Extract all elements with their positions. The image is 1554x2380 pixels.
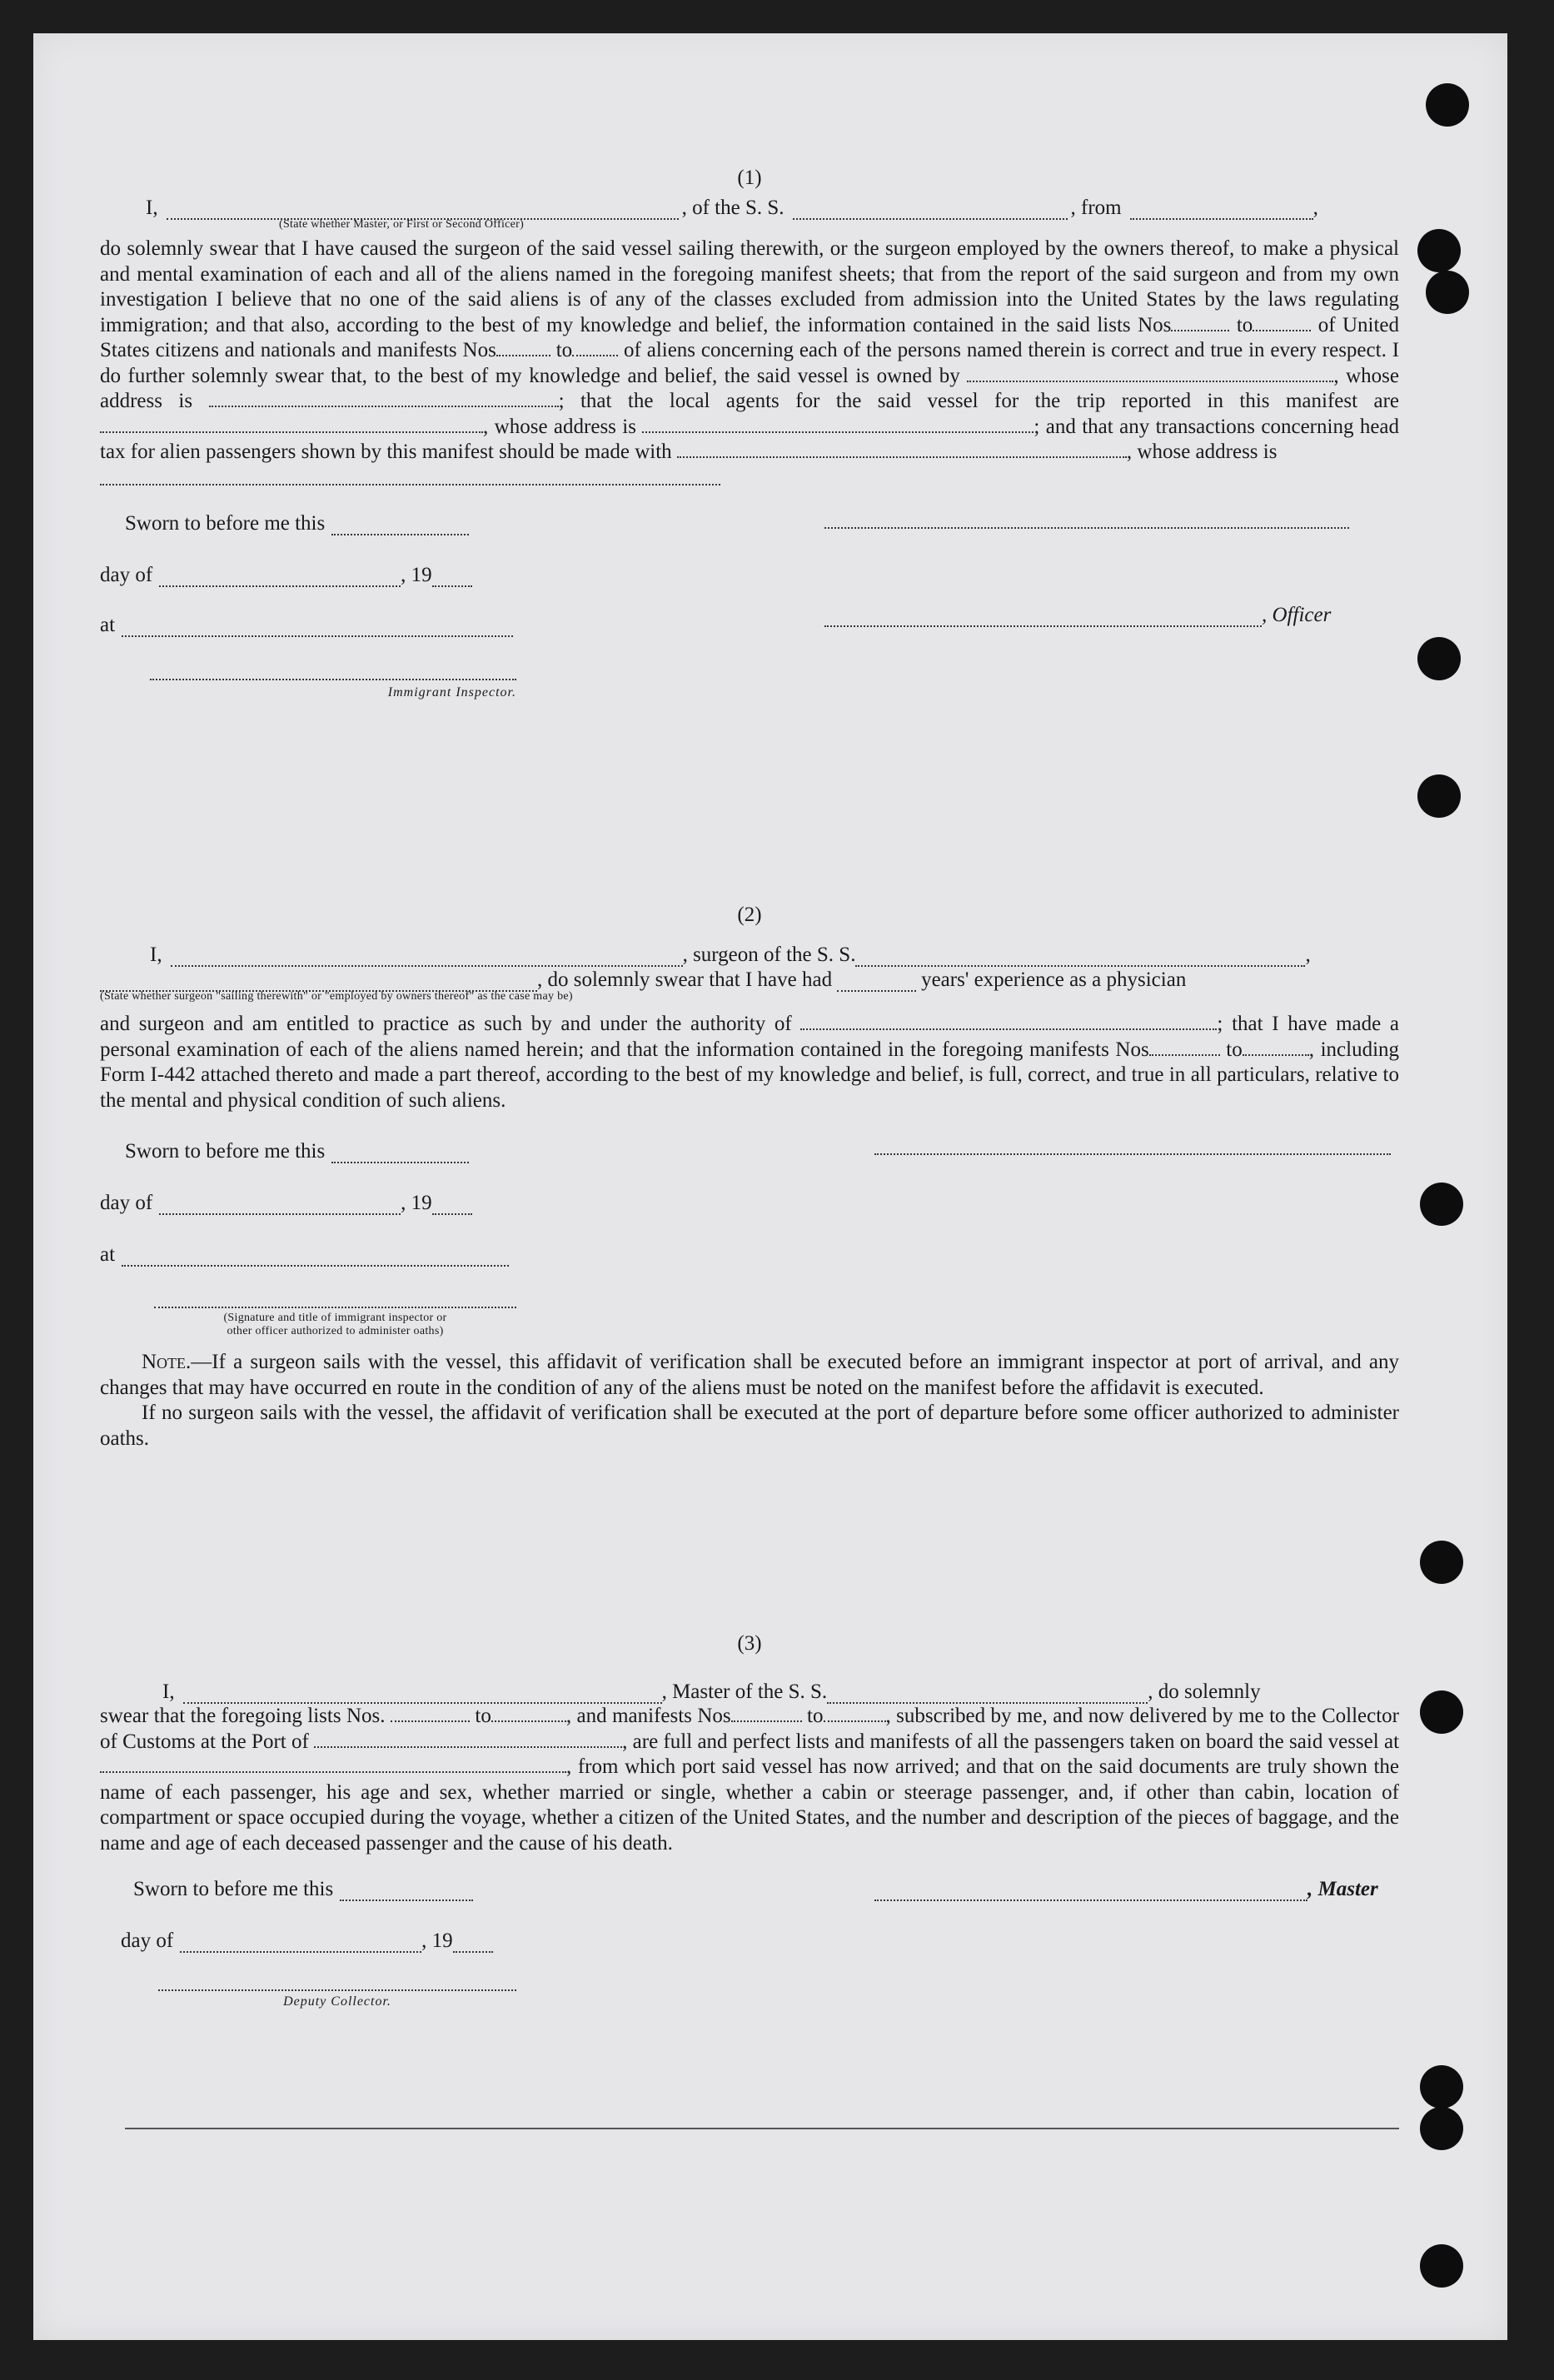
- manifests-from-field[interactable]: [496, 338, 550, 356]
- punch-hole: [1420, 1183, 1463, 1226]
- day-of-label: day of: [100, 1192, 153, 1214]
- oath-text: and surgeon and am entitled to practice as such by and under the authority of: [100, 1013, 792, 1035]
- year-prefix: , 19: [401, 1192, 432, 1214]
- sworn-row: [133, 1878, 473, 1901]
- punch-hole: [1420, 1690, 1463, 1734]
- comma: ,: [483, 415, 489, 438]
- section-2-signatures: [100, 1132, 1399, 1348]
- oath-text: manifests of all the passengers taken on board the said vessel at: [869, 1730, 1400, 1753]
- years-field[interactable]: [837, 973, 916, 992]
- oath-text: of United States citizens and nationals and manifests Nos: [100, 313, 1400, 361]
- surgeon-signature-field[interactable]: [874, 1133, 1391, 1155]
- sworn-row: [125, 512, 469, 535]
- oath-text: , including Form I-442 attached thereto and made a part thereof, according to the best of my knowledge and belief, is full, correct, and true in all particulars, relative to the mental and physical condition of such aliens.: [100, 1038, 1400, 1112]
- semicolon: ;: [1217, 1013, 1223, 1035]
- punch-hole: [1420, 2107, 1463, 2150]
- agents-field[interactable]: [100, 415, 483, 433]
- section-3-line-1: [162, 1680, 1399, 1704]
- surgeon-name-field[interactable]: [171, 949, 683, 967]
- at-row: [100, 1243, 509, 1267]
- officer-row: [824, 604, 1331, 627]
- i-label: I,: [146, 197, 158, 219]
- surgeon-type-field[interactable]: [100, 973, 537, 992]
- from-label: , from: [1070, 197, 1122, 219]
- oath-paragraph-1: [100, 237, 1399, 466]
- section-2: [100, 904, 1399, 1451]
- day-of-label: day of: [121, 1929, 174, 1952]
- owner-field[interactable]: [967, 364, 1333, 382]
- oath-text: delivered by me to the Collector of Customs at the Port of: [100, 1705, 1399, 1753]
- i-label: I,: [150, 944, 162, 966]
- manifests-to-field[interactable]: [572, 338, 618, 356]
- from-port-field[interactable]: [1130, 202, 1313, 220]
- manifests-to-field[interactable]: [824, 1704, 886, 1722]
- collector-signature-field[interactable]: [158, 1969, 516, 1991]
- note-text: If no surgeon sails with the vessel, the affidavit of verification shall be executed at the port of departure before some officer authorized to administer oaths.: [100, 1402, 1399, 1450]
- semicolon: ;: [558, 390, 565, 412]
- day-row: [100, 564, 472, 587]
- section-1-line-1: [146, 197, 1399, 220]
- sworn-day-field[interactable]: [340, 1883, 473, 1901]
- port-field[interactable]: [314, 1730, 622, 1748]
- oath-text: , do solemnly swear that I have had: [537, 968, 833, 991]
- at-place-field[interactable]: [122, 619, 513, 637]
- to-label: to: [1226, 1038, 1243, 1061]
- officer-rank-caption: (State whether Master, or First or Second Officer): [279, 218, 525, 231]
- comma: ,: [1305, 944, 1311, 966]
- administrator-caption-2: other officer authorized to administer oaths): [227, 1325, 444, 1337]
- departure-port-field[interactable]: [100, 1755, 566, 1773]
- master-label: , Master of the S. S.: [661, 1680, 828, 1703]
- lists-to-field[interactable]: [1253, 313, 1311, 331]
- section-number: (3): [737, 1632, 762, 1655]
- oath-text: of aliens concerning each of the persons named therein is correct and true in every respect. I do further solemnly swear that, to the best of my knowledge and belief, the said vessel is owned by: [100, 339, 1400, 387]
- authority-field[interactable]: [800, 1012, 1217, 1030]
- punch-hole: [1426, 271, 1469, 314]
- at-place-field[interactable]: [122, 1248, 509, 1267]
- address-label: whose address is: [494, 415, 636, 438]
- master-signature-field[interactable]: [874, 1883, 1307, 1901]
- note-paragraph: [100, 1350, 1399, 1401]
- oath-text: , do solemnly: [1148, 1680, 1261, 1703]
- section-number: (2): [737, 904, 762, 926]
- master-name-field[interactable]: [183, 1685, 662, 1704]
- oath-text: swear that the foregoing lists Nos.: [100, 1705, 386, 1727]
- month-field[interactable]: [159, 569, 401, 587]
- oath-text: port said vessel has now arrived; and that on the said documents are truly shown the name of each passenger, his age and sex, whether married or single, whether a cabin or steerage passenger, and, if other than cabin, location of compartment or space occupied during the voyage, whether a citizen of the United States, and the number and description of the pieces of baggage, and the name and age of each deceased passenger and the cause of his death.: [100, 1755, 1399, 1855]
- section-2-line-2: [100, 968, 1399, 992]
- month-field[interactable]: [159, 1197, 401, 1215]
- inspector-signature-field[interactable]: [150, 659, 516, 680]
- oath-text: ; and that any transactions concerning head tax for alien passengers shown by this manifest should be made with: [100, 415, 1400, 463]
- oath-text: , from which: [566, 1755, 676, 1778]
- lists-to-field[interactable]: [491, 1704, 566, 1722]
- to-label: to: [1236, 313, 1253, 336]
- year-field[interactable]: [432, 1197, 472, 1215]
- manifests-from-field[interactable]: [1149, 1038, 1220, 1056]
- owner-address-field[interactable]: [209, 389, 559, 407]
- to-label: to: [475, 1705, 491, 1727]
- officer-title-field[interactable]: [824, 609, 1262, 627]
- oath-text: , are full and perfect lists and: [622, 1730, 865, 1753]
- year-prefix: , 19: [401, 563, 432, 586]
- collector-caption: Deputy Collector.: [283, 1994, 391, 2009]
- ship-label: , of the S. S.: [681, 197, 784, 219]
- sworn-label: Sworn to before me this: [133, 1878, 334, 1900]
- sworn-label: Sworn to before me this: [125, 1140, 326, 1163]
- sworn-label: Sworn to before me this: [125, 511, 326, 535]
- note-paragraph-2: [100, 1401, 1399, 1451]
- master-sig-label: , Master: [1307, 1878, 1378, 1900]
- comma: ,: [1312, 197, 1318, 219]
- officer-label: , Officer: [1262, 603, 1332, 626]
- to-label: to: [555, 339, 573, 361]
- sworn-day-field[interactable]: [331, 1145, 469, 1163]
- at-row: [100, 614, 513, 637]
- at-label: at: [100, 1243, 116, 1266]
- section-1-signatures: [100, 504, 1399, 720]
- officer-signature-field[interactable]: [824, 507, 1349, 529]
- administrator-caption-1: (Signature and title of immigrant inspector or: [223, 1312, 447, 1324]
- punch-hole: [1426, 83, 1469, 127]
- year-prefix: , 19: [421, 1929, 453, 1952]
- sworn-row: [125, 1140, 469, 1163]
- note-label: Note.: [142, 1351, 192, 1373]
- section-2-line-1: [150, 944, 1399, 967]
- address-label: , whose address is: [1126, 441, 1278, 463]
- oath-text: , and manifests Nos: [565, 1705, 731, 1727]
- oath-text: that I have made a personal examination of each of the aliens named herein; and that the information contained in the foregoing manifests Nos: [100, 1013, 1400, 1061]
- head-tax-address-field[interactable]: [100, 467, 720, 485]
- manifests-from-field[interactable]: [731, 1704, 802, 1722]
- ship-name-field[interactable]: [855, 949, 1305, 967]
- punch-hole: [1417, 229, 1461, 272]
- sworn-day-field[interactable]: [331, 517, 469, 535]
- note-text: —If a surgeon sails with the vessel, this affidavit of verification shall be executed before an immigrant inspector at port of arrival, and any changes that may have occurred en route in the condition of any of the aliens must be noted on the manifest before the affidavit is executed.: [100, 1351, 1399, 1399]
- punch-hole: [1417, 774, 1461, 818]
- surgeon-type-caption: (State whether surgeon "sailing therewith" or "employed by owners thereof" as the case may be): [100, 990, 573, 1003]
- oath-text: that the local agents for the said vessel for the trip reported in this manifest are: [580, 390, 1400, 412]
- punch-hole: [1420, 1541, 1463, 1584]
- punch-hole: [1420, 2244, 1463, 2288]
- punch-hole: [1417, 637, 1461, 680]
- lists-from-field[interactable]: [391, 1704, 470, 1722]
- agents-address-field[interactable]: [642, 415, 1034, 433]
- section-1: [100, 167, 1399, 720]
- day-row: [100, 1192, 472, 1215]
- to-label: to: [807, 1705, 824, 1727]
- manifests-to-field[interactable]: [1243, 1038, 1309, 1056]
- oath-text: do solemnly swear that I have caused the surgeon of the said vessel sailing therewith, or the surgeon employed by the owners thereof, to make a physical and mental examination of each and all of the aliens named in the foregoing manifest sheets; that from the report of the said surgeon and from my own investigation I believe that no one of the said aliens is of any of the classes excluded from admission into the United States by the laws regulating immigration; and that also, according to the best of my knowledge and belief, the information contained in the said lists Nos: [100, 237, 1399, 336]
- oath-paragraph-2: [100, 1012, 1399, 1113]
- inspector-caption: Immigrant Inspector.: [387, 685, 516, 700]
- day-of-label: day of: [100, 563, 153, 586]
- year-field[interactable]: [453, 1934, 493, 1953]
- section-3-signatures: [100, 1870, 1399, 2036]
- year-field[interactable]: [432, 569, 472, 587]
- officer-name-field[interactable]: [167, 202, 679, 220]
- section-number: (1): [737, 167, 762, 189]
- punch-hole: [1420, 2065, 1463, 2109]
- i-label: I,: [162, 1680, 175, 1703]
- administrator-signature-field[interactable]: [154, 1287, 516, 1308]
- ship-name-field[interactable]: [827, 1685, 1148, 1704]
- section-3: [100, 1632, 1399, 2036]
- oath-paragraph-3: [100, 1704, 1399, 1856]
- month-field[interactable]: [180, 1934, 421, 1953]
- day-row: [121, 1929, 493, 1953]
- address-label: , whose address is: [100, 364, 1399, 412]
- head-tax-contact-field[interactable]: [677, 440, 1127, 458]
- form-sheet: [33, 33, 1507, 2340]
- oath-text: years' experience as a physician: [921, 968, 1187, 991]
- oath-text: , subscribed by me, and now: [885, 1705, 1124, 1727]
- master-row: [874, 1878, 1378, 1901]
- at-label: at: [100, 613, 116, 636]
- lists-from-field[interactable]: [1171, 313, 1229, 331]
- surgeon-label: , surgeon of the S. S.: [682, 944, 856, 966]
- ship-name-field[interactable]: [793, 202, 1068, 220]
- footer-rule: [125, 2128, 1399, 2129]
